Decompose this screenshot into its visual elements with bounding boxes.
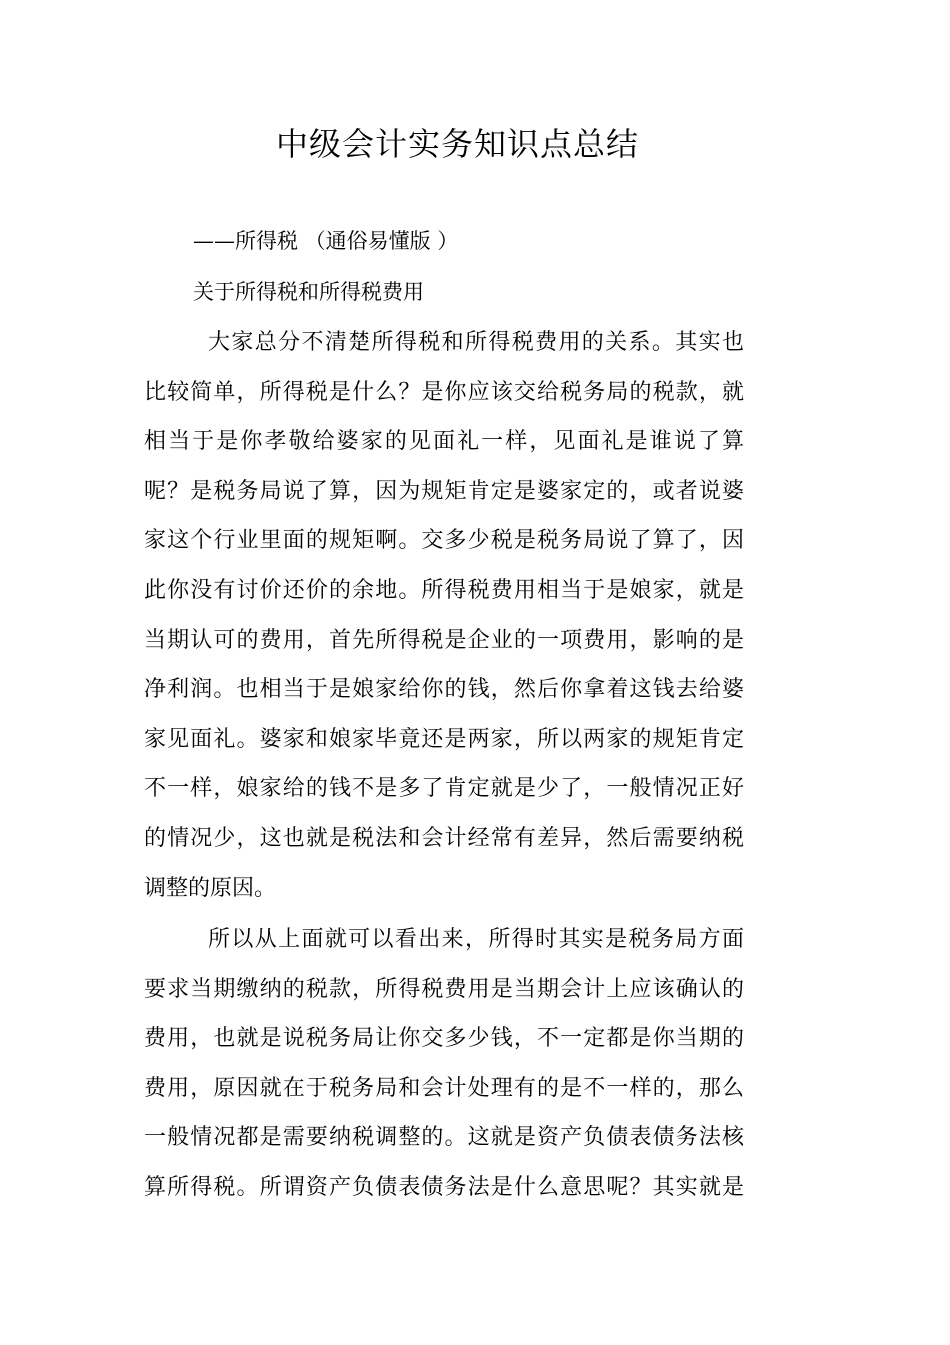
paragraph-1-line: 调整的原因。 xyxy=(144,875,277,901)
paragraph-1-line: 不一样，娘家给的钱不是多了肯定就是少了，一般情况正好 xyxy=(144,776,744,802)
paragraph-1-line: 净利润。也相当于是娘家给你的钱，然后你拿着这钱去给婆 xyxy=(144,677,744,703)
paragraph-2-line: 一般情况都是需要纳税调整的。这就是资产负债表债务法核 xyxy=(144,1125,744,1151)
paragraph-1-line: 相当于是你孝敬给婆家的见面礼一样，见面礼是谁说了算 xyxy=(144,429,744,455)
paragraph-2-line: 费用，原因就在于税务局和会计处理有的是不一样的，那么 xyxy=(144,1075,744,1101)
paragraph-1-line: 大家总分不清楚所得税和所得税费用的关系。其实也 xyxy=(208,330,744,355)
document-subtitle: ——所得税 （通俗易懂版 ） xyxy=(193,229,459,253)
paragraph-1-line: 的情况少，这也就是税法和会计经常有差异，然后需要纳税 xyxy=(144,825,744,851)
paragraph-2 xyxy=(144,915,744,1213)
paragraph-2-line: 所以从上面就可以看出来，所得时其实是税务局方面 xyxy=(208,927,744,952)
document-title: 中级会计实务知识点总结 xyxy=(275,125,639,163)
paragraph-1 xyxy=(144,318,744,913)
paragraph-1-line: 此你没有讨价还价的余地。所得税费用相当于是娘家，就是 xyxy=(144,577,744,603)
paragraph-1-line: 家这个行业里面的规矩啊。交多少税是税务局说了算了，因 xyxy=(144,528,744,554)
paragraph-1-line: 当期认可的费用，首先所得税是企业的一项费用，影响的是 xyxy=(144,627,744,653)
paragraph-2-line: 要求当期缴纳的税款，所得税费用是当期会计上应该确认的 xyxy=(144,976,744,1002)
paragraph-1-line: 比较简单，所得税是什么？是你应该交给税务局的税款，就 xyxy=(144,379,744,405)
paragraph-2-line: 算所得税。所谓资产负债表债务法是什么意思呢？其实就是 xyxy=(144,1174,744,1200)
paragraph-2-line: 费用，也就是说税务局让你交多少钱，不一定都是你当期的 xyxy=(144,1026,744,1052)
paragraph-1-line: 家见面礼。婆家和娘家毕竟还是两家，所以两家的规矩肯定 xyxy=(144,726,744,752)
paragraph-1-line: 呢？是税务局说了算，因为规矩肯定是婆家定的，或者说婆 xyxy=(144,478,744,504)
section-heading: 关于所得税和所得税费用 xyxy=(193,280,424,304)
